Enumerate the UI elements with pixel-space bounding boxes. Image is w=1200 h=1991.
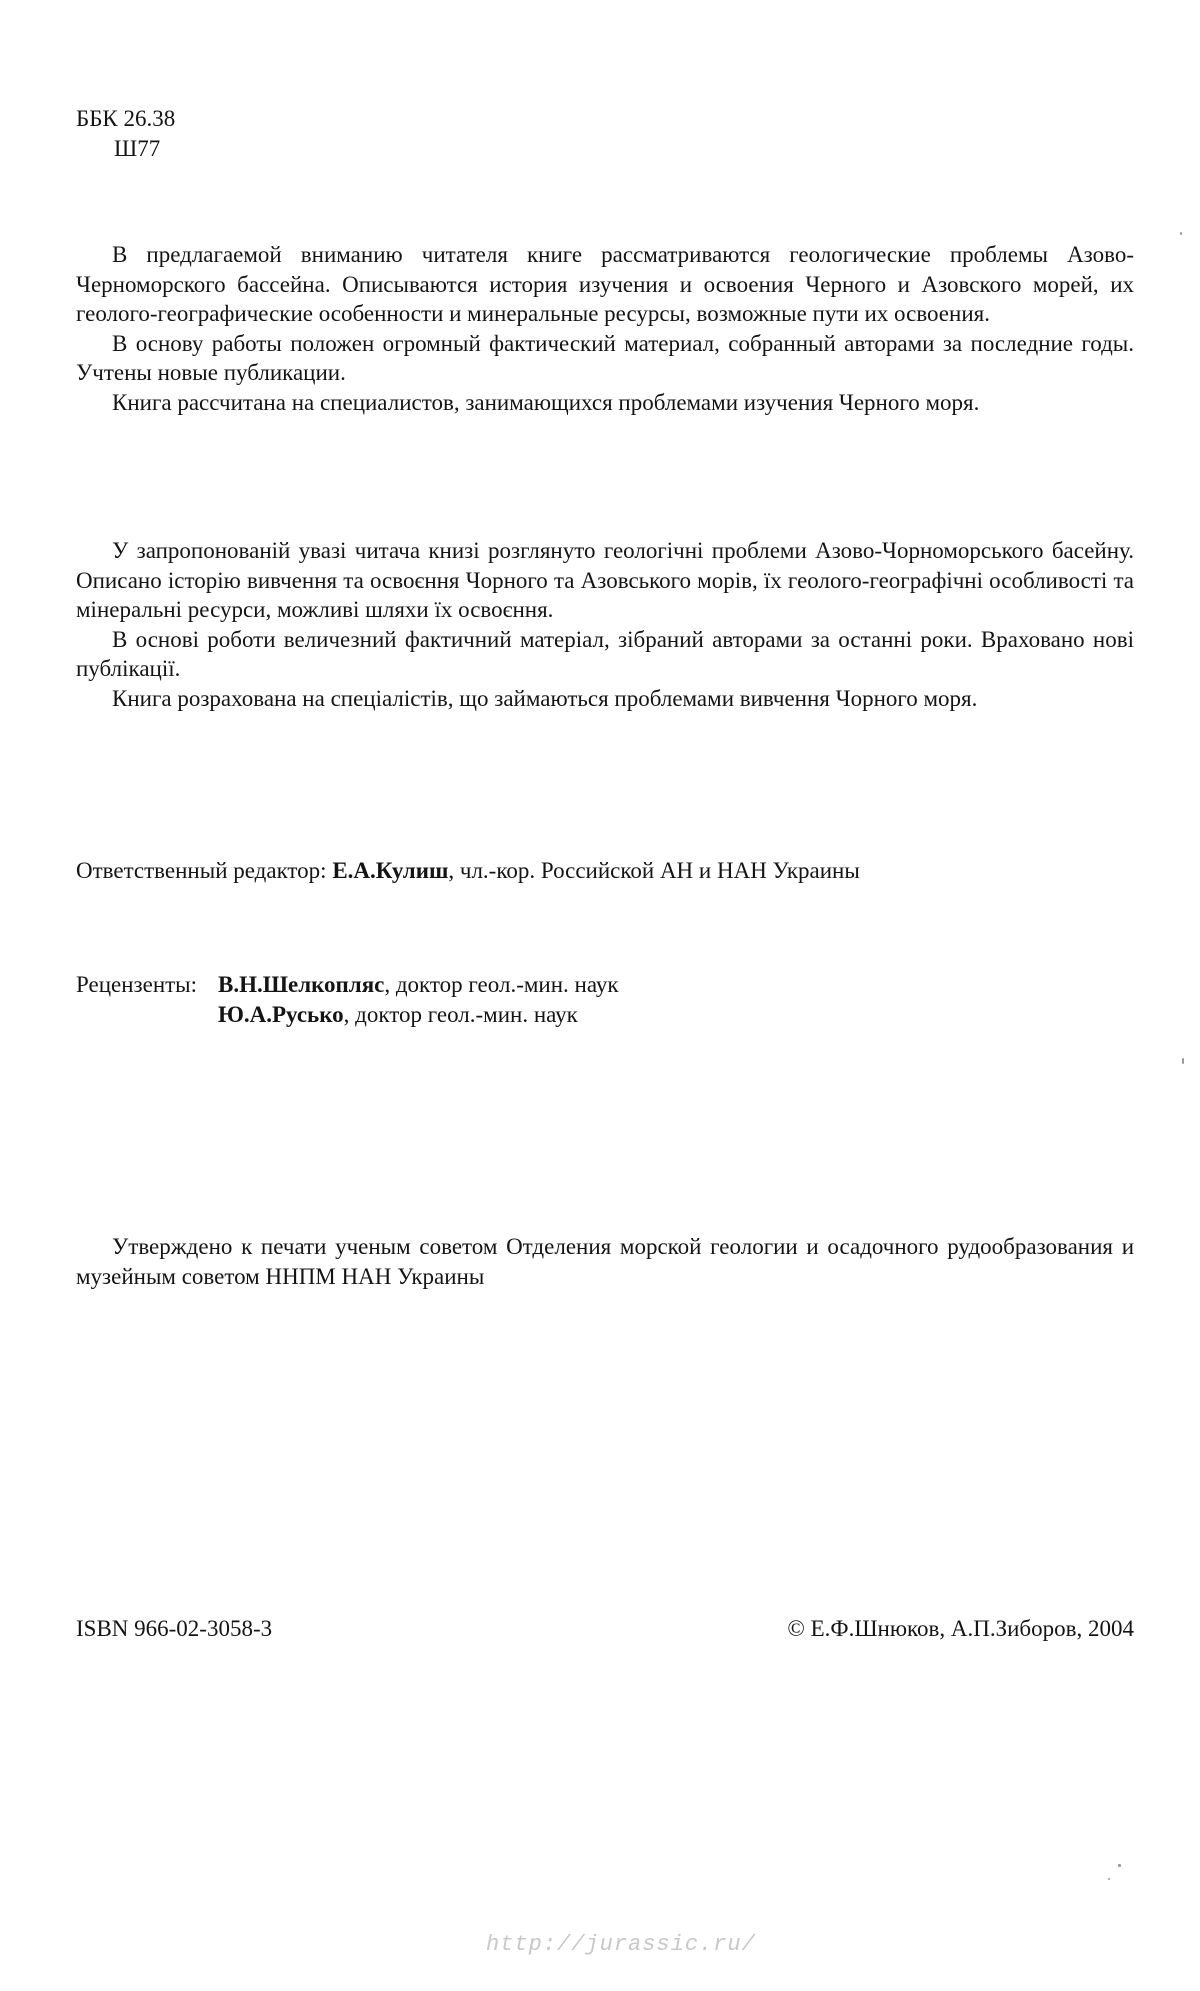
responsible-editor (76, 856, 860, 886)
editor-label: Ответственный редактор: (76, 858, 327, 883)
reviewer-entry (218, 1000, 619, 1030)
annotation-russian (76, 240, 1134, 417)
annotation-ukrainian (76, 536, 1134, 713)
annotation-ua-paragraph: Книга розрахована на спеціалістів, що займаються проблемами вивчення Чорного моря. (112, 685, 978, 711)
scan-speck (1118, 1864, 1121, 1867)
reviewer-name: В.Н.Шелкопляс (218, 972, 385, 997)
watermark-url: http://jurassic.ru/ (486, 1932, 756, 1957)
scan-speck (1108, 1878, 1110, 1880)
annotation-ru-paragraph: В основу работы положен огромный фактический материал, собранный авторами за последние годы. Учтены новые публикации. (76, 330, 1134, 385)
isbn: ISBN 966-02-3058-3 (76, 1616, 273, 1641)
copyright: © Е.Ф.Шнюков, А.П.Зиборов, 2004 (787, 1616, 1134, 1641)
annotation-ru-paragraph: В предлагаемой вниманию читателя книге рассматриваются геологические проблемы Азово-Черноморского бассейна. Описываются история изучения и освоения Черного и Азовского морей, их геолого-географические особенности и минеральные ресурсы, возможные пути их освоения. (76, 242, 1134, 326)
annotation-ua-paragraph: У запропонованій увазі читача книзі розглянуто геологічні проблеми Азово-Чорноморського басейну. Описано історію вивчення та освоєння Чорного та Азовського морів, їх геолого-географічні особливості та мінеральні ресурси, можливі шляхи їх освоєння. (76, 538, 1134, 622)
reviewer-title: , доктор геол.-мин. наук (384, 972, 619, 997)
author-code: Ш77 (114, 136, 161, 161)
bbk-code: ББК 26.38 (76, 106, 176, 131)
reviewers-list (218, 970, 619, 1030)
reviewers-label: Рецензенты: (76, 972, 198, 997)
annotation-ua-paragraph: В основі роботи величезний фактичний матеріал, зібраний авторами за останні роки. Враховано нові публікації. (76, 626, 1134, 681)
scan-speck (1180, 232, 1182, 235)
scan-speck (1182, 1058, 1184, 1064)
publication-approval (76, 1232, 1134, 1292)
approval-text: Утверждено к печати ученым советом Отделения морской геологии и осадочного рудообразования и музейным советом ННПМ НАН Украины (76, 1234, 1134, 1289)
annotation-ru-paragraph: Книга рассчитана на специалистов, занимающихся проблемами изучения Черного моря. (112, 389, 980, 415)
reviewer-name: Ю.А.Русько (218, 1002, 344, 1027)
reviewer-entry (218, 970, 619, 1000)
editor-name: Е.А.Кулиш (332, 858, 449, 883)
classification-codes (76, 104, 175, 164)
reviewer-title: , доктор геол.-мин. наук (343, 1002, 578, 1027)
editor-title: , чл.-кор. Российской АН и НАН Украины (448, 858, 860, 883)
reviewers (76, 970, 619, 1030)
